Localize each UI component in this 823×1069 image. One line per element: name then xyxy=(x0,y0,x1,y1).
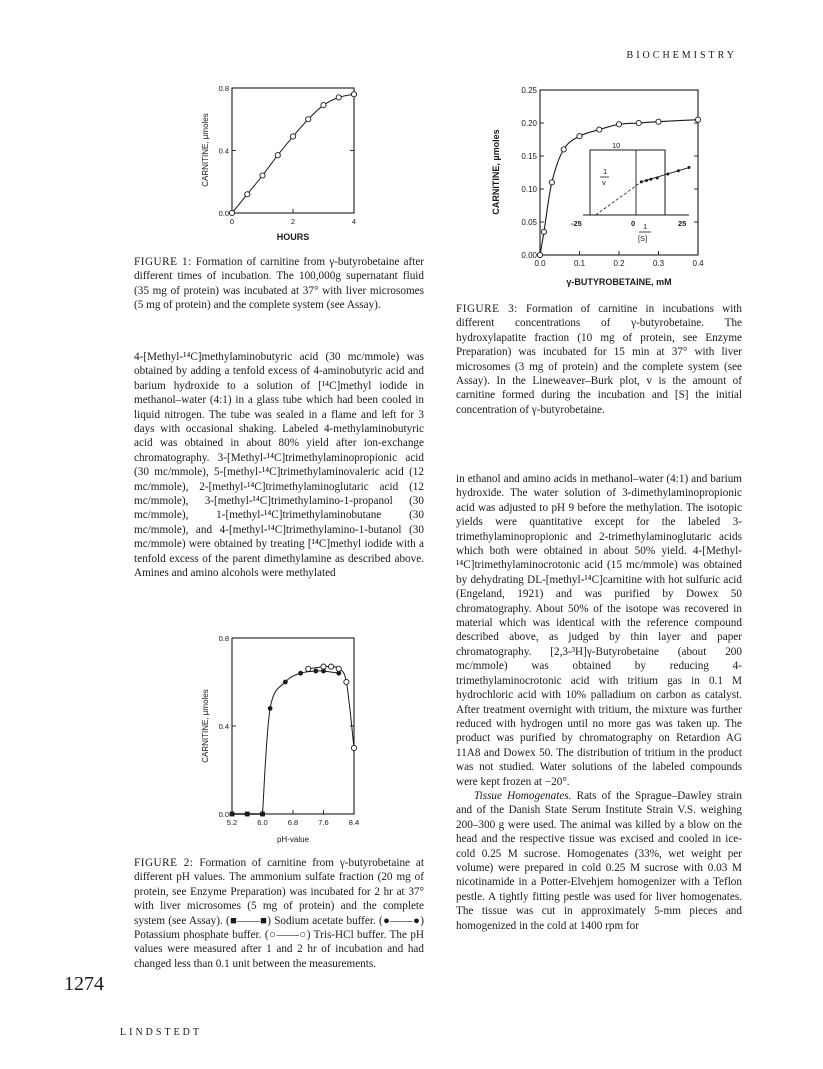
page-number: 1274 xyxy=(64,973,104,995)
data-point xyxy=(549,180,554,185)
data-point xyxy=(230,812,235,817)
inset-ylabel-num: 1 xyxy=(603,167,608,176)
data-point xyxy=(616,122,621,127)
caption-label: FIGURE 1: xyxy=(134,256,192,268)
y-tick-label: 0.4 xyxy=(218,722,229,731)
paragraph xyxy=(456,789,742,933)
y-tick-label: 0.0 xyxy=(218,209,229,218)
data-point xyxy=(329,664,334,669)
inset-data-point xyxy=(666,173,669,176)
x-tick-label: 4 xyxy=(351,217,357,226)
data-point xyxy=(306,117,311,122)
data-point xyxy=(321,103,326,108)
data-point xyxy=(541,229,546,234)
inset-xtick: 25 xyxy=(678,219,687,228)
y-tick-label: 0.05 xyxy=(521,218,537,227)
data-point xyxy=(268,706,273,711)
inset-data-point xyxy=(688,166,691,169)
inset-xlabel-den: [S] xyxy=(638,234,648,243)
caption-label: FIGURE 2: xyxy=(134,857,194,869)
caption-text: Formation of carnitine from γ-butyrobetaine at different pH values. The ammonium sulfate fraction (20 mg of protein, see Enzyme Preparation) was incubated for 2 hr at 37° with liver microsomes (5 mg of protein) and the complete system (see Assay). (■——■) Sodium acetate buffer. (●——●) Potassium phosphate buffer. (○——○) Tris-HCl buffer. The pH values were measured after 1 and 2 hr of incubation and had changed less than 0.1 unit between the measurements. xyxy=(134,857,424,970)
left-column-text xyxy=(134,350,424,581)
y-tick-label: 0.15 xyxy=(521,152,537,161)
data-point xyxy=(336,666,341,671)
inset-data-point xyxy=(677,169,680,172)
data-point xyxy=(561,147,566,152)
data-point xyxy=(537,252,542,257)
right-column-text xyxy=(456,472,742,933)
data-point xyxy=(245,192,250,197)
y-tick-label: 0.0 xyxy=(218,810,229,819)
caption-text: Formation of carnitine from γ-butyrobetaine after different times of incubation. The 100,000g supernatant fluid (35 mg of protein) was incubated at 37° with liver microsomes (5 mg of protein) and the complete system (see Assay). xyxy=(134,256,425,312)
data-point xyxy=(290,134,295,139)
running-footer-author: LINDSTEDT xyxy=(120,1027,202,1038)
x-tick-label: 6.8 xyxy=(287,818,299,827)
x-tick-label: 0.2 xyxy=(613,259,625,268)
x-tick-label: 0.1 xyxy=(573,259,586,268)
inset-data-point xyxy=(645,179,648,182)
series-line xyxy=(308,666,354,748)
x-tick-label: 0.0 xyxy=(534,259,546,268)
x-tick-label: 0 xyxy=(229,217,235,226)
figure-1-caption xyxy=(134,255,424,313)
inset-xlabel-num: 1 xyxy=(643,222,648,231)
series-line xyxy=(232,94,354,213)
data-point xyxy=(229,210,234,215)
x-tick-label: 8.4 xyxy=(348,818,360,827)
x-axis-label: HOURS xyxy=(276,232,310,242)
y-tick-label: 0.25 xyxy=(521,86,537,95)
paragraph: in ethanol and amino acids in methanol–water (4:1) and barium hydroxide. The water solution of 3-dimethylaminopropionic acid was adjusted to pH 9 before the methylation. The isotopic yields were quantitative except for the labeled 3-trimethylaminopropionic and 2-trimethylaminoglutaric acids which both were obtained in about 50% yield. 4-[Methyl-¹⁴C]trimethylaminocrotonic acid (15 mc/mmole) was obtained by dehydrating DL-[methyl-¹⁴C]carnitine with hot sulfuric acid (Engeland, 1921) and was purified by Dowex 50 chromatography. About 50% of the isotope was recovered in material which was identical with the reference compound described above, as judged by thin layer and paper chromatography. [2,3-³H]γ-Butyrobetaine (about 200 mc/mmole) was obtained by reducing 4-trimethylaminocrotonic acid with tritium gas in 0.1 M hydrochloric acid with 10% palladium on carbon as catalyst. After treatment overnight with tritium, the mixture was further reduced with hydrogen until no more gas was taken up. The product was purified by chromatography on Retardion AG 11A8 and Dowex 50. The distribution of tritium in the product was not studied. Water solutions of the labeled compounds were kept frozen at −20°. xyxy=(456,473,742,788)
data-point xyxy=(321,664,326,669)
y-axis-label: CARNITINE, µmoles xyxy=(491,129,501,215)
x-tick-label: 5.2 xyxy=(226,818,238,827)
data-point xyxy=(597,127,602,132)
paragraph-text: Rats of the Sprague–Dawley strain and of the Danish State Serum Institute Strain V.S. weighing 200–300 g were used. The animal was killed by a blow on the head and the respective tissue was excised and cooled in ice-cold 0.25 M sucrose. Homogenates (33%, wet weight per volume) were prepared in cold 0.25 M sucrose with 0.03 M nicotinamide in a Potter-Elvehjem homogenizer with a Teflon pestle. A tightly fitting pestle was used for liver homogenates. The tissue was cut in approximately 5-mm pieces and homogenized in the cold at 1400 rpm for xyxy=(456,789,742,932)
plot-frame xyxy=(232,638,354,814)
data-point xyxy=(656,119,661,124)
data-point xyxy=(636,120,641,125)
figure-2-chart xyxy=(190,628,390,850)
plot-frame xyxy=(232,88,354,213)
inset-ytick: 10 xyxy=(612,141,621,150)
inset-data-point xyxy=(640,180,643,183)
data-point xyxy=(260,173,265,178)
data-point xyxy=(577,134,582,139)
data-point xyxy=(298,671,303,676)
data-point xyxy=(351,745,356,750)
x-axis-label: pH-value xyxy=(276,835,310,844)
figure-3-caption xyxy=(456,302,742,417)
y-tick-label: 0.10 xyxy=(521,185,537,194)
data-point xyxy=(695,117,700,122)
caption-label: FIGURE 3: xyxy=(456,303,518,315)
data-point xyxy=(275,153,280,158)
y-axis-label: CARNITINE, µmoles xyxy=(201,689,210,763)
inset-ylabel-den: v xyxy=(602,178,606,187)
y-tick-label: 0.20 xyxy=(521,119,537,128)
y-axis-label: CARNITINE, µmoles xyxy=(201,113,210,187)
x-tick-label: 7.6 xyxy=(318,818,329,827)
data-point xyxy=(306,666,311,671)
data-point xyxy=(344,679,349,684)
y-tick-label: 0.8 xyxy=(218,84,229,93)
caption-text: Formation of carnitine in incubations with different concentrations of γ-butyrobetaine. The hydroxylapatite fraction (10 mg of protein, see Enzyme Preparation) was incubated for 15 min at 37° with liver microsomes (3 mg of protein) and the complete system (see Assay). In the Lineweaver–Burk plot, v is the amount of carnitine formed during the incubation and [S] the initial concentration of γ-butyrobetaine. xyxy=(456,303,743,416)
data-point xyxy=(351,92,356,97)
x-tick-label: 2 xyxy=(290,217,296,226)
data-point xyxy=(313,669,318,674)
inset-xtick: -25 xyxy=(571,219,582,228)
figure-1-chart xyxy=(190,80,390,250)
data-point xyxy=(245,812,250,817)
inset-data-point xyxy=(649,178,652,181)
paragraph: 4-[Methyl-¹⁴C]methylaminobutyric acid (30 mc/mmole) was obtained by adding a tenfold excess of 4-aminobutyric acid and barium hydroxide to a solution of [¹⁴C]methyl iodide in methanol–water (4:1) in a glass tube which had been cooled in liquid nitrogen. The tube was sealed in a flame and left for 3 days with occasional shaking. Labeled 4-methylaminobutyric acid was obtained in about 80% yield after ion-exchange chromatography. 3-[Methyl-¹⁴C]trimethylaminopropionic acid (30 mc/mmole), 5-[methyl-¹⁴C]trimethylaminovaleric acid (12 mc/mmole), 2-[methyl-¹⁴C]trimethylaminoglutaric acid (12 mc/mmole), 3-[methyl-¹⁴C]trimethylamino-1-propanol (30 mc/mmole), 1-[methyl-¹⁴C]trimethylaminobutane (30 mc/mmole), and 4-[methyl-¹⁴C]trimethylamino-1-butanol (30 mc/mmole) were obtained by treating [¹⁴C]methyl iodide with a tenfold excess of the parent dimethylamine as described above. Amines and amino alcohols were methylated xyxy=(134,351,424,580)
x-axis-label: γ-BUTYROBETAINE, mM xyxy=(566,277,672,287)
data-point xyxy=(336,95,341,100)
y-tick-label: 0.4 xyxy=(218,146,229,156)
x-tick-label: 6.0 xyxy=(257,818,268,827)
lineweaver-burk-inset xyxy=(571,141,691,243)
x-tick-label: 0.3 xyxy=(652,259,665,268)
series-line xyxy=(263,671,339,814)
inset-data-point xyxy=(656,176,659,179)
x-tick-label: 0.4 xyxy=(692,259,704,268)
y-tick-label: 0.00 xyxy=(521,251,537,260)
figure-2-caption xyxy=(134,856,424,971)
y-tick-label: 0.8 xyxy=(218,634,229,643)
data-point xyxy=(283,680,288,685)
section-heading: Tissue Homogenates. xyxy=(474,789,572,802)
running-header: BIOCHEMISTRY xyxy=(626,50,737,61)
inset-xtick: 0 xyxy=(631,219,636,228)
figure-3-chart xyxy=(485,78,715,290)
data-point xyxy=(260,812,265,817)
